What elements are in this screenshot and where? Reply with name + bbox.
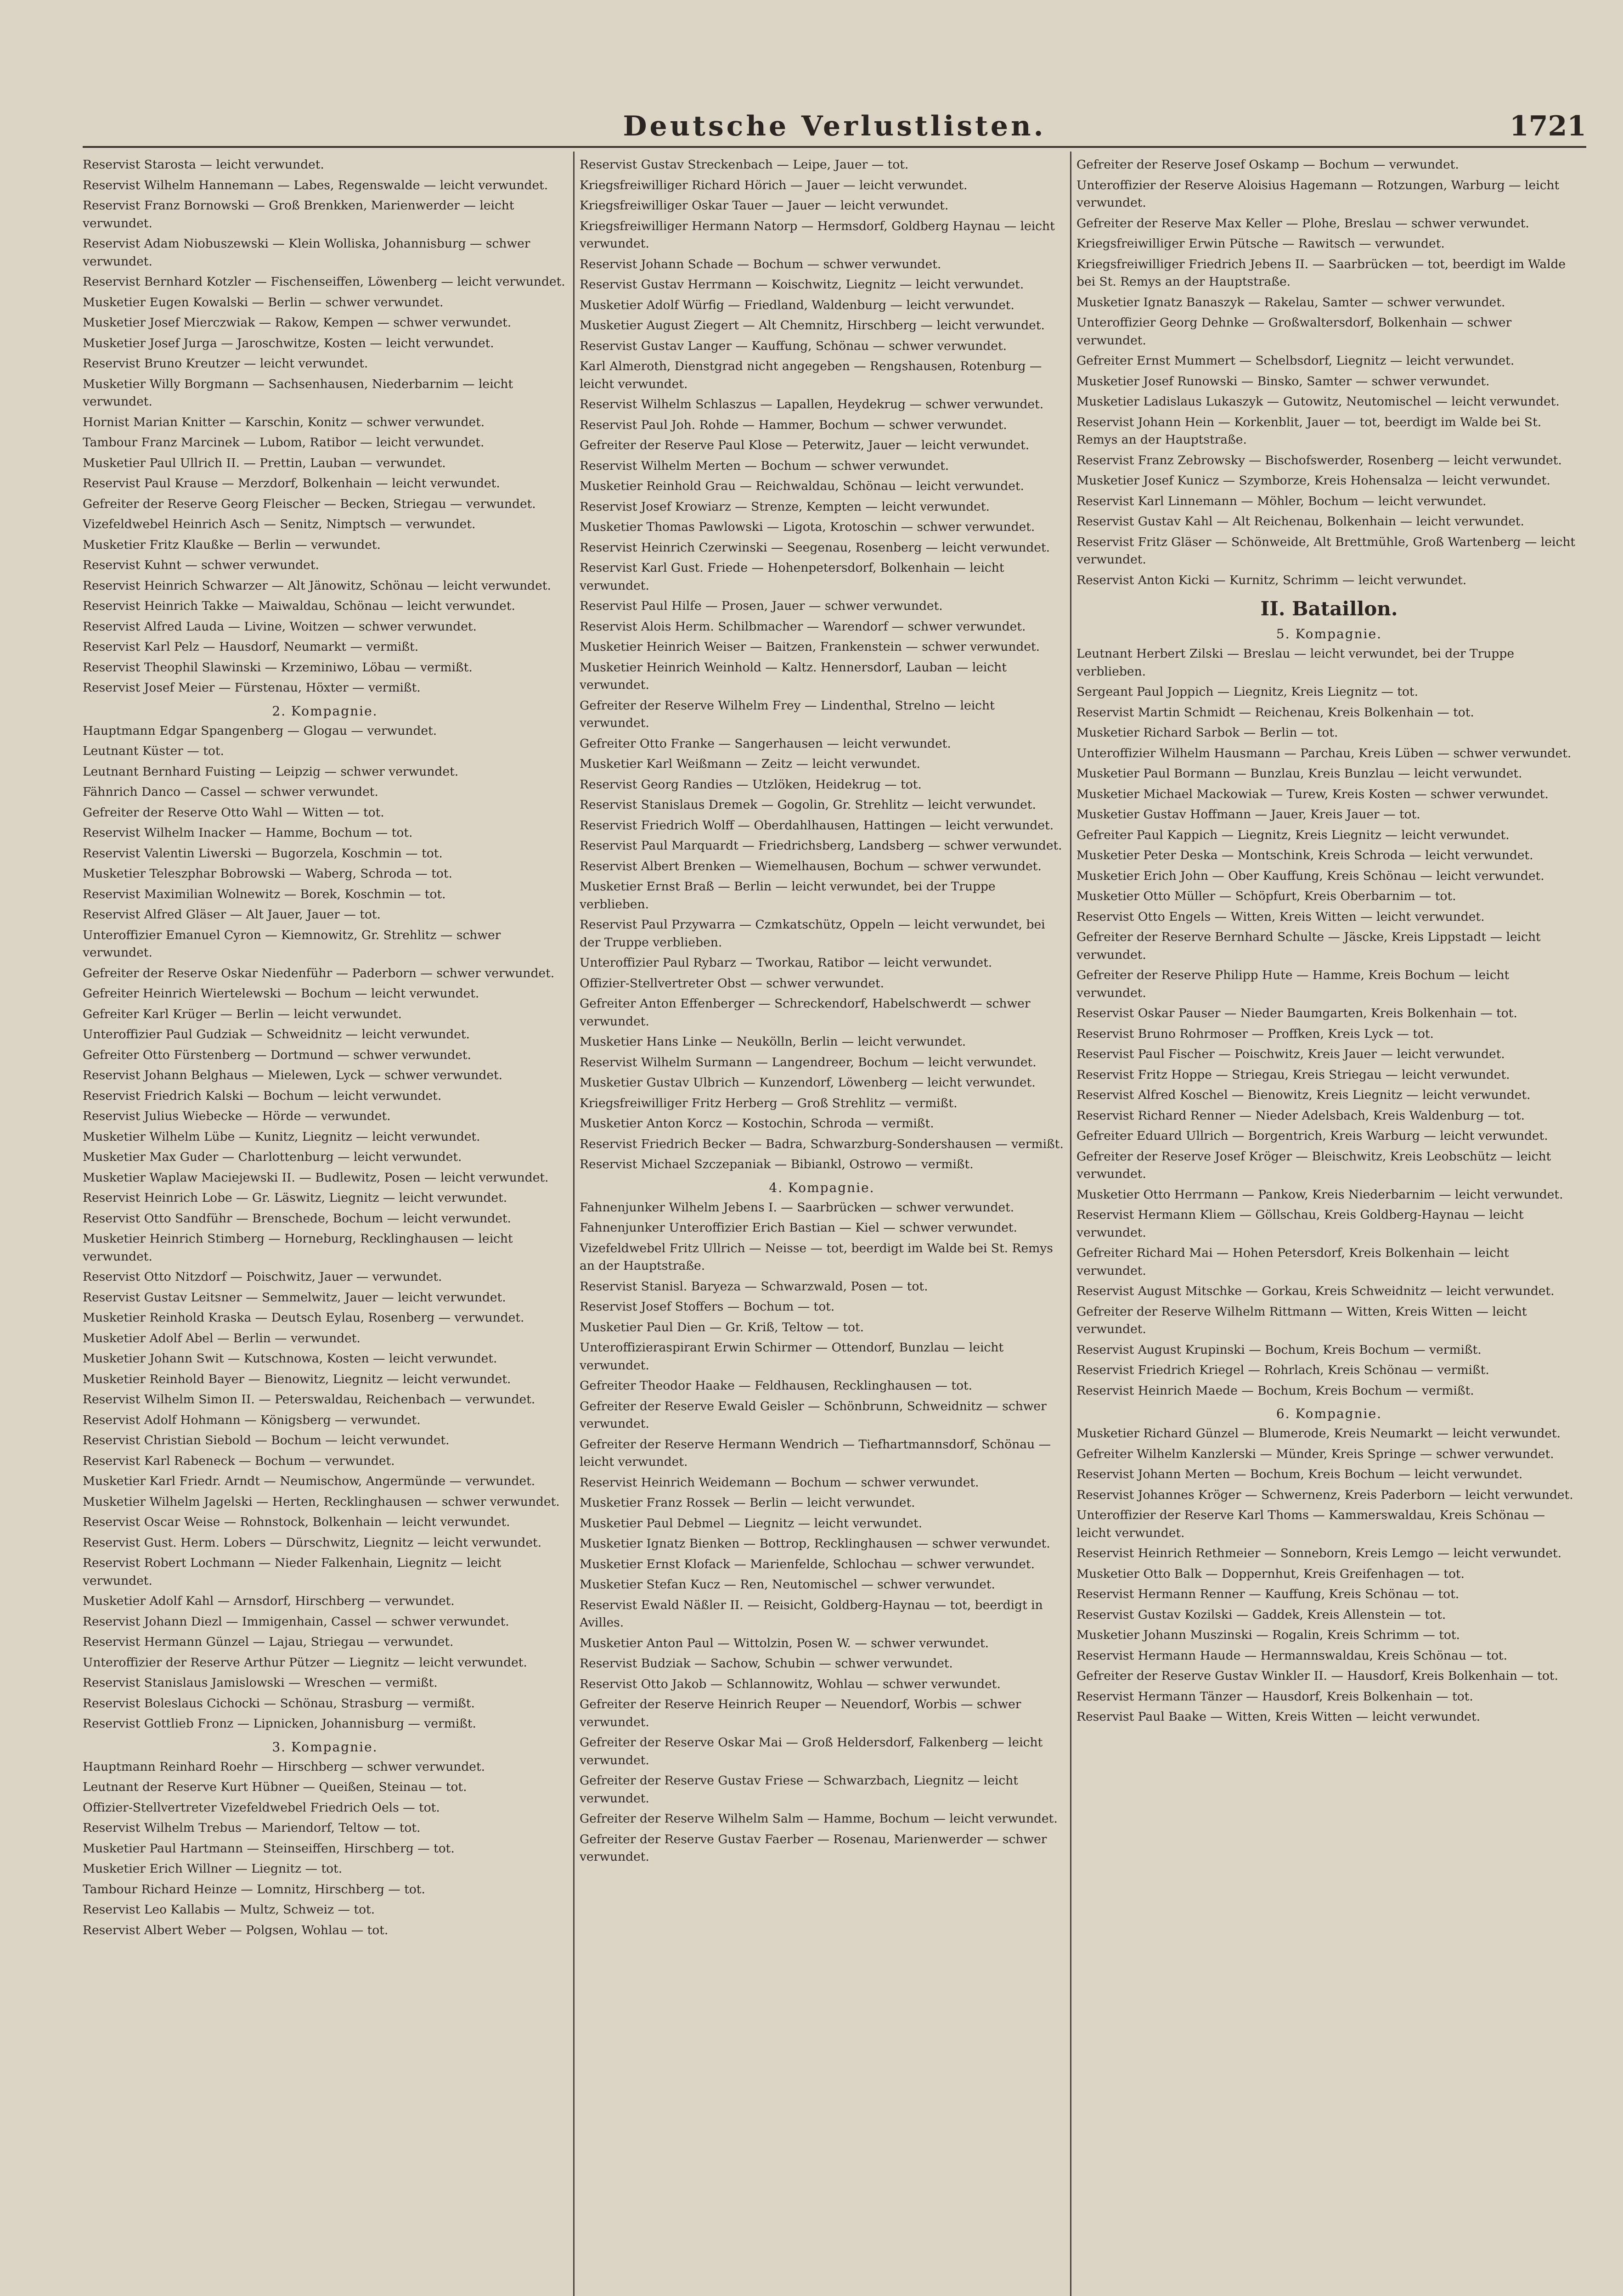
- casualty-entry: Reservist Oskar Pauser — Nieder Baumgarten, Kreis Bolkenhain — tot.: [1076, 1006, 1517, 1020]
- casualty-entry: Reservist Ewald Näßler II. — Reisicht, Goldberg-Haynau — tot, beerdigt in Avilles.: [580, 1598, 1043, 1630]
- casualty-entry: Musketier Otto Müller — Schöpfurt, Kreis Oberbarnim — tot.: [1076, 889, 1456, 903]
- casualty-entry: Musketier Willy Borgmann — Sachsenhausen, Niederbarnim — leicht verwundet.: [83, 377, 513, 409]
- casualty-entry: Reservist Wilhelm Inacker — Hamme, Bochum — tot.: [83, 826, 413, 840]
- casualty-entry: Musketier Richard Sarbok — Berlin — tot.: [1076, 726, 1338, 740]
- casualty-entry: Musketier Josef Mierczwiak — Rakow, Kempen — schwer verwundet.: [83, 315, 512, 330]
- casualty-entry: Musketier Hans Linke — Neukölln, Berlin — leicht verwundet.: [580, 1035, 966, 1049]
- casualty-entry: Reservist Anton Kicki — Kurnitz, Schrimm — leicht verwundet.: [1076, 573, 1467, 587]
- casualty-entry: Reservist Julius Wiebecke — Hörde — verwundet.: [83, 1109, 391, 1123]
- casualty-entry: Reservist Alfred Gläser — Alt Jauer, Jauer — tot.: [83, 907, 381, 922]
- casualty-entry: Reservist Paul Fischer — Poischwitz, Kreis Jauer — leicht verwundet.: [1076, 1047, 1505, 1061]
- battalion-heading: II. Bataillon.: [1260, 597, 1398, 620]
- casualty-entry: Musketier Heinrich Weiser — Baitzen, Frankenstein — schwer verwundet.: [580, 640, 1040, 654]
- casualty-entry: Unteroffizier der Reserve Arthur Pützer — Liegnitz — leicht verwundet.: [83, 1655, 527, 1670]
- casualty-entry: Gefreiter Wilhelm Kanzlerski — Münder, Kreis Springe — schwer verwundet.: [1076, 1446, 1554, 1461]
- casualty-entry: Unteroffizier Georg Dehnke — Großwaltersdorf, Bolkenhain — schwer verwundet.: [1076, 315, 1512, 348]
- column-1: [83, 156, 567, 2296]
- casualty-entry: Reservist Paul Hilfe — Prosen, Jauer — schwer verwundet.: [580, 599, 943, 613]
- casualty-entry: Reservist Adolf Hohmann — Königsberg — verwundet.: [83, 1412, 421, 1427]
- casualty-entry: Fähnrich Danco — Cassel — schwer verwundet.: [83, 785, 378, 799]
- casualty-entry: Gefreiter der Reserve Heinrich Reuper — Neuendorf, Worbis — schwer verwundet.: [580, 1697, 1021, 1729]
- casualty-entry: Reservist Hermann Tänzer — Hausdorf, Kreis Bolkenhain — tot.: [1076, 1689, 1473, 1704]
- casualty-entry: Musketier Josef Kunicz — Szymborze, Kreis Hohensalza — leicht verwundet.: [1076, 473, 1550, 488]
- casualty-entry: Reservist Christian Siebold — Bochum — leicht verwundet.: [83, 1433, 450, 1447]
- casualty-entry: Reservist Heinrich Schwarzer — Alt Jänowitz, Schönau — leicht verwundet.: [83, 578, 551, 593]
- casualty-entry: Gefreiter Karl Krüger — Berlin — leicht verwundet.: [83, 1007, 402, 1021]
- casualty-entry: Reservist Gustav Kahl — Alt Reichenau, Bolkenhain — leicht verwundet.: [1076, 514, 1524, 529]
- casualty-entry: Reservist Richard Renner — Nieder Adelsbach, Kreis Waldenburg — tot.: [1076, 1108, 1525, 1123]
- casualty-entry: Kriegsfreiwilliger Friedrich Jebens II. — Saarbrücken — tot, beerdigt im Walde bei St. Remys an der Hauptstraße.: [1076, 257, 1566, 289]
- column-divider: [573, 152, 575, 2296]
- casualty-entry: Reservist Wilhelm Merten — Bochum — schwer verwundet.: [580, 458, 949, 473]
- casualty-entry: Hauptmann Reinhard Roehr — Hirschberg — schwer verwundet.: [83, 1759, 485, 1774]
- casualty-entry: Musketier Ignatz Bienken — Bottrop, Recklinghausen — schwer verwundet.: [580, 1536, 1050, 1551]
- casualty-entry: Reservist Paul Joh. Rohde — Hammer, Bochum — schwer verwundet.: [580, 417, 1007, 432]
- section-heading: 3. Kompagnie.: [272, 1739, 378, 1755]
- casualty-entry: Leutnant Küster — tot.: [83, 744, 224, 758]
- casualty-entry: Kriegsfreiwilliger Oskar Tauer — Jauer — leicht verwundet.: [580, 198, 949, 213]
- casualty-entry: Musketier Reinhold Bayer — Bienowitz, Liegnitz — leicht verwundet.: [83, 1372, 511, 1386]
- casualty-entry: Unteroffizier Paul Rybarz — Tworkau, Ratibor — leicht verwundet.: [580, 956, 992, 970]
- casualty-entry: Reservist Fritz Gläser — Schönweide, Alt Brettmühle, Groß Wartenberg — leicht verwundet.: [1076, 535, 1576, 567]
- casualty-entry: Musketier Reinhold Grau — Reichwaldau, Schönau — leicht verwundet.: [580, 479, 1024, 493]
- casualty-entry: Musketier Franz Rossek — Berlin — leicht verwundet.: [580, 1496, 915, 1510]
- page-number: 1721: [1510, 110, 1586, 142]
- casualty-entry: Reservist Gustav Herrmann — Koischwitz, Liegnitz — leicht verwundet.: [580, 277, 1024, 292]
- casualty-entry: Reservist Johann Merten — Bochum, Kreis Bochum — leicht verwundet.: [1076, 1467, 1523, 1481]
- casualty-entry: Gefreiter Anton Effenberger — Schreckendorf, Habelschwerdt — schwer verwundet.: [580, 996, 1031, 1029]
- casualty-entry: Gefreiter der Reserve Josef Oskamp — Bochum — verwundet.: [1076, 158, 1459, 172]
- casualty-entry: Musketier Wilhelm Lübe — Kunitz, Liegnitz — leicht verwundet.: [83, 1129, 480, 1144]
- casualty-entry: Reservist Leo Kallabis — Multz, Schweiz — tot.: [83, 1902, 375, 1917]
- casualty-entry: Musketier Eugen Kowalski — Berlin — schwer verwundet.: [83, 295, 444, 310]
- casualty-entry: Reservist Albert Weber — Polgsen, Wohlau — tot.: [83, 1923, 389, 1937]
- casualty-entry: Musketier Thomas Pawlowski — Ligota, Krotoschin — schwer verwundet.: [580, 520, 1035, 534]
- casualty-entry: Gefreiter der Reserve Oskar Mai — Groß Heldersdorf, Falkenberg — leicht verwundet.: [580, 1735, 1043, 1767]
- casualty-entry: Musketier Ernst Braß — Berlin — leicht verwundet, bei der Truppe verblieben.: [580, 879, 996, 912]
- casualty-entry: Gefreiter der Reserve Gustav Faerber — Rosenau, Marienwerder — schwer verwundet.: [580, 1832, 1047, 1864]
- casualty-entry: Reservist Michael Szczepaniak — Bibiankl, Ostrowo — vermißt.: [580, 1157, 974, 1171]
- casualty-entry: Musketier Otto Herrmann — Pankow, Kreis Niederbarnim — leicht verwundet.: [1076, 1187, 1563, 1202]
- casualty-entry: Musketier Josef Runowski — Binsko, Samter — schwer verwundet.: [1076, 374, 1490, 388]
- casualty-entry: Gefreiter Paul Kappich — Liegnitz, Kreis Liegnitz — leicht verwundet.: [1076, 827, 1510, 842]
- casualty-entry: Gefreiter Richard Mai — Hohen Petersdorf, Kreis Bolkenhain — leicht verwundet.: [1076, 1246, 1509, 1278]
- casualty-entry: Reservist Heinrich Czerwinski — Seegenau, Rosenberg — leicht verwundet.: [580, 540, 1050, 555]
- casualty-entry: Reservist Bruno Rohrmoser — Proffken, Kreis Lyck — tot.: [1076, 1026, 1434, 1041]
- casualty-entry: Reservist Gustav Langer — Kauffung, Schönau — schwer verwundet.: [580, 338, 1007, 353]
- casualty-entry: Fahnenjunker Unteroffizier Erich Bastian — Kiel — schwer verwundet.: [580, 1221, 1017, 1235]
- casualty-entry: Unteroffizier Emanuel Cyron — Kiemnowitz, Gr. Strehlitz — schwer verwundet.: [83, 928, 501, 960]
- entry-list: [1076, 1425, 1582, 1726]
- casualty-entry: Gefreiter der Reserve Max Keller — Plohe, Breslau — schwer verwundet.: [1076, 216, 1529, 231]
- casualty-entry: Musketier Johann Swit — Kutschnowa, Kosten — leicht verwundet.: [83, 1351, 497, 1366]
- casualty-entry: Gefreiter Ernst Mummert — Schelbsdorf, Liegnitz — leicht verwundet.: [1076, 354, 1515, 368]
- casualty-entry: Gefreiter Heinrich Wiertelewski — Bochum — leicht verwundet.: [83, 986, 479, 1001]
- casualty-entry: Reservist Martin Schmidt — Reichenau, Kreis Bolkenhain — tot.: [1076, 705, 1474, 720]
- casualty-entry: Musketier Paul Hartmann — Steinseiffen, Hirschberg — tot.: [83, 1841, 455, 1856]
- casualty-entry: Reservist Franz Bornowski — Groß Brenkken, Marienwerder — leicht verwundet.: [83, 198, 514, 231]
- casualty-entry: Reservist Wilhelm Simon II. — Peterswaldau, Reichenbach — verwundet.: [83, 1392, 535, 1407]
- casualty-entry: Gefreiter Otto Franke — Sangerhausen — leicht verwundet.: [580, 736, 951, 751]
- section-heading: 4. Kompagnie.: [769, 1180, 875, 1195]
- column-divider: [1070, 152, 1071, 2296]
- casualty-entry: Musketier Johann Muszinski — Rogalin, Kreis Schrimm — tot.: [1076, 1628, 1460, 1642]
- casualty-entry: Reservist Johann Schade — Bochum — schwer verwundet.: [580, 257, 941, 271]
- casualty-entry: Musketier Adolf Würfig — Friedland, Waldenburg — leicht verwundet.: [580, 298, 1014, 312]
- casualty-entry: Reservist Wilhelm Hannemann — Labes, Regenswalde — leicht verwundet.: [83, 178, 548, 192]
- casualty-entry: Reservist Hermann Haude — Hermannswaldau, Kreis Schönau — tot.: [1076, 1648, 1507, 1663]
- casualty-entry: Hauptmann Edgar Spangenberg — Glogau — verwundet.: [83, 723, 437, 738]
- casualty-entry: Musketier Adolf Abel — Berlin — verwundet.: [83, 1331, 361, 1345]
- casualty-entry: Reservist Wilhelm Trebus — Mariendorf, Teltow — tot.: [83, 1821, 421, 1835]
- entry-list: [1076, 645, 1582, 1400]
- casualty-entry: Reservist Albert Brenken — Wiemelhausen, Bochum — schwer verwundet.: [580, 859, 1042, 873]
- casualty-entry: Reservist Adam Niobuszewski — Klein Wolliska, Johannisburg — schwer verwundet.: [83, 236, 530, 269]
- casualty-entry: Fahnenjunker Wilhelm Jebens I. — Saarbrücken — schwer verwundet.: [580, 1200, 1014, 1215]
- casualty-entry: Musketier Karl Weißmann — Zeitz — leicht verwundet.: [580, 757, 920, 771]
- casualty-entry: Kriegsfreiwilliger Fritz Herberg — Groß Strehlitz — vermißt.: [580, 1096, 958, 1110]
- casualty-entry: Reservist Stanisl. Baryeza — Schwarzwald, Posen — tot.: [580, 1279, 928, 1294]
- casualty-entry: Reservist Otto Nitzdorf — Poischwitz, Jauer — verwundet.: [83, 1270, 442, 1284]
- casualty-entry: Musketier Paul Debmel — Liegnitz — leicht verwundet.: [580, 1516, 923, 1531]
- casualty-entry: Reservist Oscar Weise — Rohnstock, Bolkenhain — leicht verwundet.: [83, 1515, 510, 1529]
- casualty-entry: Gefreiter der Reserve Wilhelm Salm — Hamme, Bochum — leicht verwundet.: [580, 1812, 1058, 1826]
- casualty-entry: Reservist Wilhelm Schlaszus — Lapallen, Heydekrug — schwer verwundet.: [580, 397, 1044, 411]
- casualty-entry: Unteroffizier Wilhelm Hausmann — Parchau, Kreis Lüben — schwer verwundet.: [1076, 746, 1572, 760]
- casualty-entry: Unteroffizier der Reserve Karl Thoms — Kammerswaldau, Kreis Schönau — leicht verwundet.: [1076, 1508, 1545, 1540]
- header-rule: [83, 146, 1586, 148]
- casualty-entry: Musketier Paul Ullrich II. — Prettin, Lauban — verwundet.: [83, 456, 446, 470]
- casualty-entry: Musketier Wilhelm Jagelski — Herten, Recklinghausen — schwer verwundet.: [83, 1494, 560, 1509]
- casualty-entry: Reservist Heinrich Weidemann — Bochum — schwer verwundet.: [580, 1475, 979, 1490]
- casualty-entry: Musketier Anton Paul — Wittolzin, Posen W. — schwer verwundet.: [580, 1636, 989, 1650]
- casualty-entry: Gefreiter Theodor Haake — Feldhausen, Recklinghausen — tot.: [580, 1379, 973, 1393]
- casualty-entry: Musketier Erich John — Ober Kauffung, Kreis Schönau — leicht verwundet.: [1076, 868, 1544, 883]
- casualty-entry: Gefreiter der Reserve Philipp Hute — Hamme, Kreis Bochum — leicht verwundet.: [1076, 968, 1510, 1000]
- casualty-entry: Reservist August Mitschke — Gorkau, Kreis Schweidnitz — leicht verwundet.: [1076, 1284, 1555, 1298]
- casualty-entry: Musketier Gustav Ulbrich — Kunzendorf, Löwenberg — leicht verwundet.: [580, 1075, 1036, 1090]
- casualty-entry: Gefreiter der Reserve Ewald Geisler — Schönbrunn, Schweidnitz — schwer verwundet.: [580, 1399, 1047, 1431]
- casualty-entry: Gefreiter der Reserve Josef Kröger — Bleischwitz, Kreis Leobschütz — leicht verwundet.: [1076, 1149, 1551, 1181]
- casualty-entry: Offizier-Stellvertreter Obst — schwer verwundet.: [580, 976, 885, 990]
- casualty-entry: Gefreiter der Reserve Hermann Wendrich — Tiefhartmannsdorf, Schönau — leicht verwundet.: [580, 1437, 1051, 1469]
- casualty-entry: Gefreiter der Reserve Gustav Friese — Schwarzbach, Liegnitz — leicht verwundet.: [580, 1773, 1018, 1806]
- casualty-entry: Musketier Heinrich Weinhold — Kaltz. Hennersdorf, Lauban — leicht verwundet.: [580, 660, 1007, 692]
- casualty-entry: Musketier Max Guder — Charlottenburg — leicht verwundet.: [83, 1150, 462, 1164]
- casualty-entry: Reservist Paul Baake — Witten, Kreis Witten — leicht verwundet.: [1076, 1710, 1481, 1724]
- casualty-entry: Reservist Friedrich Kalski — Bochum — leicht verwundet.: [83, 1088, 442, 1103]
- casualty-entry: Reservist Paul Krause — Merzdorf, Bolkenhain — leicht verwundet.: [83, 476, 500, 490]
- casualty-entry: Reservist Robert Lochmann — Nieder Falkenhain, Liegnitz — leicht verwundet.: [83, 1556, 502, 1588]
- casualty-entry: Reservist Heinrich Rethmeier — Sonneborn, Kreis Lemgo — leicht verwundet.: [1076, 1546, 1562, 1560]
- casualty-entry: Gefreiter der Reserve Wilhelm Frey — Lindenthal, Strelno — leicht verwundet.: [580, 698, 995, 730]
- casualty-entry: Leutnant der Reserve Kurt Hübner — Queißen, Steinau — tot.: [83, 1780, 467, 1794]
- casualty-entry: Musketier Karl Friedr. Arndt — Neumischow, Angermünde — verwundet.: [83, 1474, 535, 1488]
- casualty-entry: Offizier-Stellvertreter Vizefeldwebel Friedrich Oels — tot.: [83, 1800, 440, 1815]
- casualty-entry: Reservist Johann Belghaus — Mielewen, Lyck — schwer verwundet.: [83, 1068, 503, 1082]
- casualty-entry: Reservist Wilhelm Surmann — Langendreer, Bochum — leicht verwundet.: [580, 1055, 1037, 1069]
- casualty-entry: Reservist Karl Gust. Friede — Hohenpetersdorf, Bolkenhain — leicht verwundet.: [580, 561, 1004, 593]
- casualty-entry: Tambour Richard Heinze — Lomnitz, Hirschberg — tot.: [83, 1882, 425, 1896]
- casualty-entry: Musketier Adolf Kahl — Arnsdorf, Hirschberg — verwundet.: [83, 1594, 455, 1608]
- casualty-entry: Reservist Friedrich Becker — Badra, Schwarzburg-Sondershausen — vermißt.: [580, 1137, 1064, 1151]
- casualty-entry: Reservist Stanislaus Dremek — Gogolin, Gr. Strehlitz — leicht verwundet.: [580, 798, 1036, 812]
- section-heading: 2. Kompagnie.: [272, 703, 378, 719]
- casualty-entry: Reservist Otto Sandführ — Brenschede, Bochum — leicht verwundet.: [83, 1211, 511, 1226]
- casualty-entry: Gefreiter der Reserve Georg Fleischer — Becken, Striegau — verwundet.: [83, 496, 536, 511]
- casualty-entry: Gefreiter Otto Fürstenberg — Dortmund — schwer verwundet.: [83, 1047, 471, 1062]
- casualty-entry: Reservist Kuhnt — schwer verwundet.: [83, 558, 319, 572]
- casualty-entry: Musketier Gustav Hoffmann — Jauer, Kreis Jauer — tot.: [1076, 807, 1420, 822]
- casualty-entry: Reservist Alfred Koschel — Bienowitz, Kreis Liegnitz — leicht verwundet.: [1076, 1088, 1531, 1102]
- casualty-entry: Musketier Richard Günzel — Blumerode, Kreis Neumarkt — leicht verwundet.: [1076, 1426, 1561, 1441]
- section-heading: 6. Kompagnie.: [1276, 1406, 1382, 1421]
- casualty-entry: Tambour Franz Marcinek — Lubom, Ratibor — leicht verwundet.: [83, 435, 485, 450]
- entry-list: [83, 722, 567, 1733]
- casualty-entry: Vizefeldwebel Fritz Ullrich — Neisse — tot, beerdigt im Walde bei St. Remys an der Hauptstraße.: [580, 1241, 1053, 1273]
- casualty-entry: Reservist Franz Zebrowsky — Bischofswerder, Rosenberg — leicht verwundet.: [1076, 453, 1562, 467]
- casualty-entry: Reservist Valentin Liwerski — Bugorzela, Koschmin — tot.: [83, 846, 443, 861]
- casualty-entry: Reservist Alfred Lauda — Livine, Woitzen — schwer verwundet.: [83, 619, 477, 634]
- casualty-entry: Reservist Paul Przywarra — Czmkatschütz, Oppeln — leicht verwundet, bei der Truppe verblieben.: [580, 917, 1045, 950]
- casualty-entry: Reservist Bernhard Kotzler — Fischenseiffen, Löwenberg — leicht verwundet.: [83, 275, 565, 289]
- entry-list: [83, 1758, 567, 1940]
- casualty-entry: Musketier Heinrich Stimberg — Horneburg, Recklinghausen — leicht verwundet.: [83, 1232, 513, 1264]
- casualty-entry: Reservist Friedrich Wolff — Oberdahlhausen, Hattingen — leicht verwundet.: [580, 818, 1054, 833]
- casualty-entry: Reservist Paul Marquardt — Friedrichsberg, Landsberg — schwer verwundet.: [580, 838, 1062, 853]
- entry-list: [580, 156, 1064, 1174]
- casualty-entry: Reservist August Krupinski — Bochum, Kreis Bochum — vermißt.: [1076, 1342, 1482, 1357]
- casualty-entry: Reservist Karl Rabeneck — Bochum — verwundet.: [83, 1453, 395, 1468]
- page-title: Deutsche Verlustlisten.: [623, 110, 1046, 142]
- casualty-entry: Reservist Stanislaus Jamislowski — Wreschen — vermißt.: [83, 1676, 438, 1690]
- entry-list: [1076, 156, 1582, 589]
- casualty-entry: Reservist Theophil Slawinski — Krzeminiwo, Löbau — vermißt.: [83, 660, 473, 675]
- casualty-entry: Gefreiter der Reserve Paul Klose — Peterwitz, Jauer — leicht verwundet.: [580, 438, 1030, 452]
- casualty-entry: Reservist Friedrich Kriegel — Rohrlach, Kreis Schönau — vermißt.: [1076, 1363, 1489, 1377]
- page-header: [83, 107, 1586, 148]
- casualty-entry: Reservist Otto Engels — Witten, Kreis Witten — leicht verwundet.: [1076, 909, 1485, 924]
- casualty-entry: Musketier Ernst Klofack — Marienfelde, Schlochau — schwer verwundet.: [580, 1557, 1035, 1571]
- casualty-entry: Kriegsfreiwilliger Hermann Natorp — Hermsdorf, Goldberg Haynau — leicht verwundet.: [580, 219, 1055, 251]
- casualty-entry: Reservist Johann Hein — Korkenblit, Jauer — tot, beerdigt im Walde bei St. Remys an der Hauptstraße.: [1076, 415, 1542, 447]
- casualty-entry: Gefreiter der Reserve Otto Wahl — Witten — tot.: [83, 805, 384, 820]
- casualty-entry: Kriegsfreiwilliger Richard Hörich — Jauer — leicht verwundet.: [580, 178, 968, 192]
- casualty-entry: Kriegsfreiwilliger Erwin Pütsche — Rawitsch — verwundet.: [1076, 236, 1445, 251]
- casualty-entry: Musketier Paul Bormann — Bunzlau, Kreis Bunzlau — leicht verwundet.: [1076, 766, 1522, 781]
- casualty-entry: Reservist Josef Krowiarz — Strenze, Kempten — leicht verwundet.: [580, 499, 990, 514]
- casualty-entry: Reservist Otto Jakob — Schlannowitz, Wohlau — schwer verwundet.: [580, 1677, 1001, 1691]
- casualty-entry: Reservist Gust. Herm. Lobers — Dürschwitz, Liegnitz — leicht verwundet.: [83, 1535, 542, 1550]
- casualty-entry: Reservist Josef Meier — Fürstenau, Höxter — vermißt.: [83, 681, 421, 695]
- casualty-entry: Musketier Stefan Kucz — Ren, Neutomischel — schwer verwundet.: [580, 1577, 995, 1592]
- casualty-entry: Reservist Gustav Kozilski — Gaddek, Kreis Allenstein — tot.: [1076, 1607, 1446, 1622]
- casualty-entry: Reservist Gustav Streckenbach — Leipe, Jauer — tot.: [580, 158, 909, 172]
- casualty-entry: Musketier Erich Willner — Liegnitz — tot.: [83, 1862, 343, 1876]
- casualty-entry: Reservist Hermann Günzel — Lajau, Striegau — verwundet.: [83, 1635, 454, 1649]
- casualty-entry: Gefreiter Eduard Ullrich — Borgentrich, Kreis Warburg — leicht verwundet.: [1076, 1129, 1548, 1143]
- casualty-entry: Reservist Bruno Kreutzer — leicht verwundet.: [83, 356, 368, 371]
- casualty-entry: Musketier Waplaw Maciejewski II. — Budlewitz, Posen — leicht verwundet.: [83, 1170, 549, 1185]
- casualty-entry: Reservist Heinrich Lobe — Gr. Läswitz, Liegnitz — leicht verwundet.: [83, 1191, 507, 1205]
- entry-list: [83, 156, 567, 697]
- casualty-entry: Reservist Georg Randies — Utzlöken, Heidekrug — tot.: [580, 777, 922, 792]
- casualty-entry: Reservist Gottlieb Fronz — Lipnicken, Johannisburg — vermißt.: [83, 1716, 476, 1731]
- casualty-entry: Reservist Johannes Kröger — Schwernenz, Kreis Paderborn — leicht verwundet.: [1076, 1487, 1573, 1502]
- casualty-entry: Musketier Ignatz Banaszyk — Rakelau, Samter — schwer verwundet.: [1076, 295, 1505, 310]
- casualty-entry: Reservist Maximilian Wolnewitz — Borek, Koschmin — tot.: [83, 887, 446, 901]
- casualty-entry: Reservist Hermann Renner — Kauffung, Kreis Schönau — tot.: [1076, 1587, 1460, 1601]
- casualty-entry: Musketier Fritz Klaußke — Berlin — verwundet.: [83, 537, 381, 552]
- casualty-entry: Reservist Johann Diezl — Immigenhain, Cassel — schwer verwundet.: [83, 1614, 509, 1629]
- casualty-entry: Gefreiter der Reserve Gustav Winkler II. — Hausdorf, Kreis Bolkenhain — tot.: [1076, 1669, 1558, 1683]
- casualty-entry: Musketier Anton Korcz — Kostochin, Schroda — vermißt.: [580, 1116, 934, 1131]
- casualty-entry: Reservist Karl Pelz — Hausdorf, Neumarkt — vermißt.: [83, 640, 419, 654]
- casualty-entry: Karl Almeroth, Dienstgrad nicht angegeben — Rengshausen, Rotenburg — leicht verwundet.: [580, 359, 1042, 391]
- casualty-entry: Unteroffizier der Reserve Aloisius Hagemann — Rotzungen, Warburg — leicht verwundet.: [1076, 178, 1560, 210]
- casualty-entry: Leutnant Herbert Zilski — Breslau — leicht verwundet, bei der Truppe verblieben.: [1076, 647, 1515, 679]
- casualty-entry: Gefreiter der Reserve Wilhelm Rittmann — Witten, Kreis Witten — leicht verwundet.: [1076, 1304, 1527, 1336]
- casualty-entry: Musketier Michael Mackowiak — Turew, Kreis Kosten — schwer verwundet.: [1076, 787, 1549, 801]
- casualty-entry: Reservist Alois Herm. Schilbmacher — Warendorf — schwer verwundet.: [580, 619, 1026, 634]
- casualty-entry: Musketier Peter Deska — Montschink, Kreis Schroda — leicht verwundet.: [1076, 848, 1533, 862]
- column-2: [580, 156, 1064, 2296]
- casualty-entry: Unteroffizieraspirant Erwin Schirmer — Ottendorf, Bunzlau — leicht verwundet.: [580, 1340, 1004, 1373]
- casualty-entry: Leutnant Bernhard Fuisting — Leipzig — schwer verwundet.: [83, 764, 459, 779]
- casualty-entry: Reservist Heinrich Maede — Bochum, Kreis Bochum — vermißt.: [1076, 1383, 1474, 1398]
- casualty-entry: Gefreiter der Reserve Bernhard Schulte — Jäscke, Kreis Lippstadt — leicht verwundet.: [1076, 930, 1541, 962]
- casualty-entry: Reservist Budziak — Sachow, Schubin — schwer verwundet.: [580, 1656, 953, 1671]
- casualty-entry: Musketier Paul Dien — Gr. Kriß, Teltow — tot.: [580, 1320, 864, 1334]
- casualty-entry: Musketier Teleszphar Bobrowski — Waberg, Schroda — tot.: [83, 867, 452, 881]
- casualty-entry: Unteroffizier Paul Gudziak — Schweidnitz — leicht verwundet.: [83, 1027, 470, 1041]
- column-3: [1076, 156, 1582, 2296]
- casualty-entry: Musketier Reinhold Kraska — Deutsch Eylau, Rosenberg — verwundet.: [83, 1311, 524, 1325]
- casualty-entry: Vizefeldwebel Heinrich Asch — Senitz, Nimptsch — verwundet.: [83, 517, 476, 531]
- casualty-entry: Reservist Heinrich Takke — Maiwaldau, Schönau — leicht verwundet.: [83, 599, 515, 613]
- section-heading: 5. Kompagnie.: [1276, 626, 1382, 642]
- casualty-entry: Hornist Marian Knitter — Karschin, Konitz — schwer verwundet.: [83, 415, 485, 429]
- casualty-entry: Reservist Fritz Hoppe — Striegau, Kreis Striegau — leicht verwundet.: [1076, 1067, 1510, 1082]
- casualty-entry: Reservist Josef Stoffers — Bochum — tot.: [580, 1300, 835, 1314]
- casualty-entry: Reservist Boleslaus Cichocki — Schönau, Strasburg — vermißt.: [83, 1696, 475, 1711]
- casualty-entry: Reservist Starosta — leicht verwundet.: [83, 158, 324, 172]
- casualty-entry: Musketier Ladislaus Lukaszyk — Gutowitz, Neutomischel — leicht verwundet.: [1076, 394, 1560, 409]
- casualty-entry: Gefreiter der Reserve Oskar Niedenführ — Paderborn — schwer verwundet.: [83, 966, 555, 980]
- casualty-entry: Musketier Josef Jurga — Jaroschwitze, Kosten — leicht verwundet.: [83, 336, 494, 350]
- casualty-entry: Musketier Otto Balk — Doppernhut, Kreis Greifenhagen — tot.: [1076, 1566, 1465, 1581]
- casualty-entry: Reservist Hermann Kliem — Göllschau, Kreis Goldberg-Haynau — leicht verwundet.: [1076, 1208, 1524, 1240]
- casualty-entry: Musketier August Ziegert — Alt Chemnitz, Hirschberg — leicht verwundet.: [580, 318, 1045, 332]
- entry-list: [580, 1199, 1064, 1866]
- casualty-entry: Reservist Gustav Leitsner — Semmelwitz, Jauer — leicht verwundet.: [83, 1290, 506, 1305]
- casualty-entry: Sergeant Paul Joppich — Liegnitz, Kreis Liegnitz — tot.: [1076, 685, 1418, 699]
- casualty-entry: Reservist Karl Linnemann — Möhler, Bochum — leicht verwundet.: [1076, 494, 1487, 508]
